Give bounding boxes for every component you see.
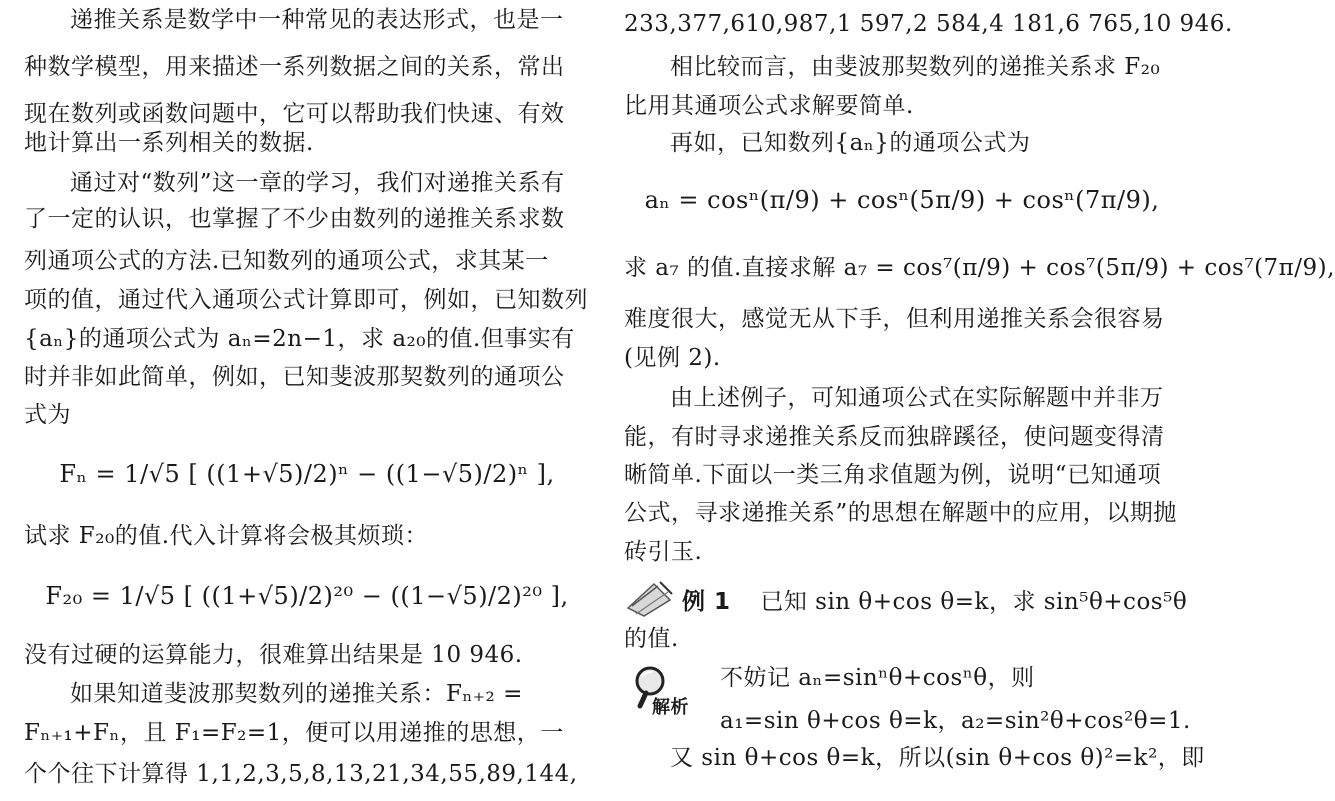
paragraph-line: Fₙ₊₁+Fₙ，且 F₁=F₂=1，便可以用递推的思想，一: [24, 720, 564, 746]
paragraph-line: 现在数列或函数问题中，它可以帮助我们快速、有效: [24, 101, 565, 127]
pencil-ruler-icon: [624, 578, 676, 618]
paragraph-line: 能，有时寻求递推关系反而独辟蹊径，使问题变得清: [624, 424, 1165, 450]
example-label: 例 1: [682, 589, 731, 615]
paragraph-line: (见例 2).: [624, 345, 721, 371]
formula-f20: F₂₀ = 1/√5 [ ((1+√5)/2)²⁰ − ((1−√5)/2)²⁰ ],: [45, 582, 569, 610]
paragraph-line: 了一定的认识，也掌握了不少由数列的递推关系求数: [24, 206, 565, 232]
example-1: [682, 584, 1188, 620]
paragraph-line: 列通项公式的方法.已知数列的通项公式，求其某一: [24, 248, 549, 274]
example-question-line: 已知 sin θ+cos θ=k，求 sin⁵θ+cos⁵θ: [760, 589, 1188, 615]
analysis-line: 又 sin θ+cos θ=k，所以(sin θ+cos θ)²=k²，即: [670, 745, 1205, 771]
paragraph-line: 再如，已知数列{aₙ}的通项公式为: [670, 130, 1031, 156]
paragraph-line: 晰简单.下面以一类三角求值题为例，说明“已知通项: [624, 462, 1162, 488]
paragraph-line: 地计算出一系列相关的数据.: [24, 130, 314, 156]
paragraph-line: 难度很大，感觉无从下手，但利用递推关系会很容易: [624, 306, 1165, 332]
paragraph-line: 如果知道斐波那契数列的递推关系：Fₙ₊₂ =: [70, 681, 523, 707]
paragraph-line: 没有过硬的运算能力，很难算出结果是 10 946.: [24, 642, 523, 668]
paragraph-line: 试求 F₂₀的值.代入计算将会极其烦琐：: [24, 523, 429, 549]
paragraph-line: 比用其通项公式求解要简单.: [624, 93, 914, 119]
paragraph-line: 求 a₇ 的值.直接求解 a₇ = cos⁷(π/9) + cos⁷(5π/9) + cos⁷(7π/9),: [624, 255, 1335, 281]
paragraph-line: 公式，寻求递推关系”的思想在解题中的应用，以期抛: [624, 500, 1177, 526]
paragraph-line: 递推关系是数学中一种常见的表达形式，也是一: [70, 7, 564, 33]
paragraph-line: 项的值，通过代入通项公式计算即可，例如，已知数列: [24, 287, 588, 313]
analysis-line: 不妨记 aₙ=sinⁿθ+cosⁿθ，则: [720, 665, 1035, 691]
paragraph-line: 式为: [24, 402, 71, 428]
paragraph-line: 种数学模型，用来描述一系列数据之间的关系，常出: [24, 54, 565, 80]
analysis-badge: 解析: [652, 697, 689, 718]
formula-an-cos: aₙ = cosⁿ(π/9) + cosⁿ(5π/9) + cosⁿ(7π/9),: [644, 186, 1160, 214]
paragraph-line: 砖引玉.: [624, 539, 703, 565]
paragraph-line: 的值.: [624, 626, 679, 652]
paragraph-line: 个个往下计算得 1,1,2,3,5,8,13,21,34,55,89,144,: [24, 761, 578, 787]
paragraph-line: {aₙ}的通项公式为 aₙ=2n−1，求 a₂₀的值.但事实有: [24, 326, 575, 352]
paragraph-line: 由上述例子，可知通项公式在实际解题中并非万: [670, 385, 1164, 411]
paragraph-line: 时并非如此简单，例如，已知斐波那契数列的通项公: [24, 364, 565, 390]
paragraph-line: 相比较而言，由斐波那契数列的递推关系求 F₂₀: [670, 54, 1161, 80]
sequence-line: 233,377,610,987,1 597,2 584,4 181,6 765,10 946.: [624, 11, 1233, 37]
analysis-line: a₁=sin θ+cos θ=k，a₂=sin²θ+cos²θ=1.: [720, 708, 1191, 734]
formula-fibonacci-general: Fₙ = 1/√5 [ ((1+√5)/2)ⁿ − ((1−√5)/2)ⁿ ],: [59, 460, 555, 488]
paragraph-line: 通过对“数列”这一章的学习，我们对递推关系有: [70, 170, 565, 196]
